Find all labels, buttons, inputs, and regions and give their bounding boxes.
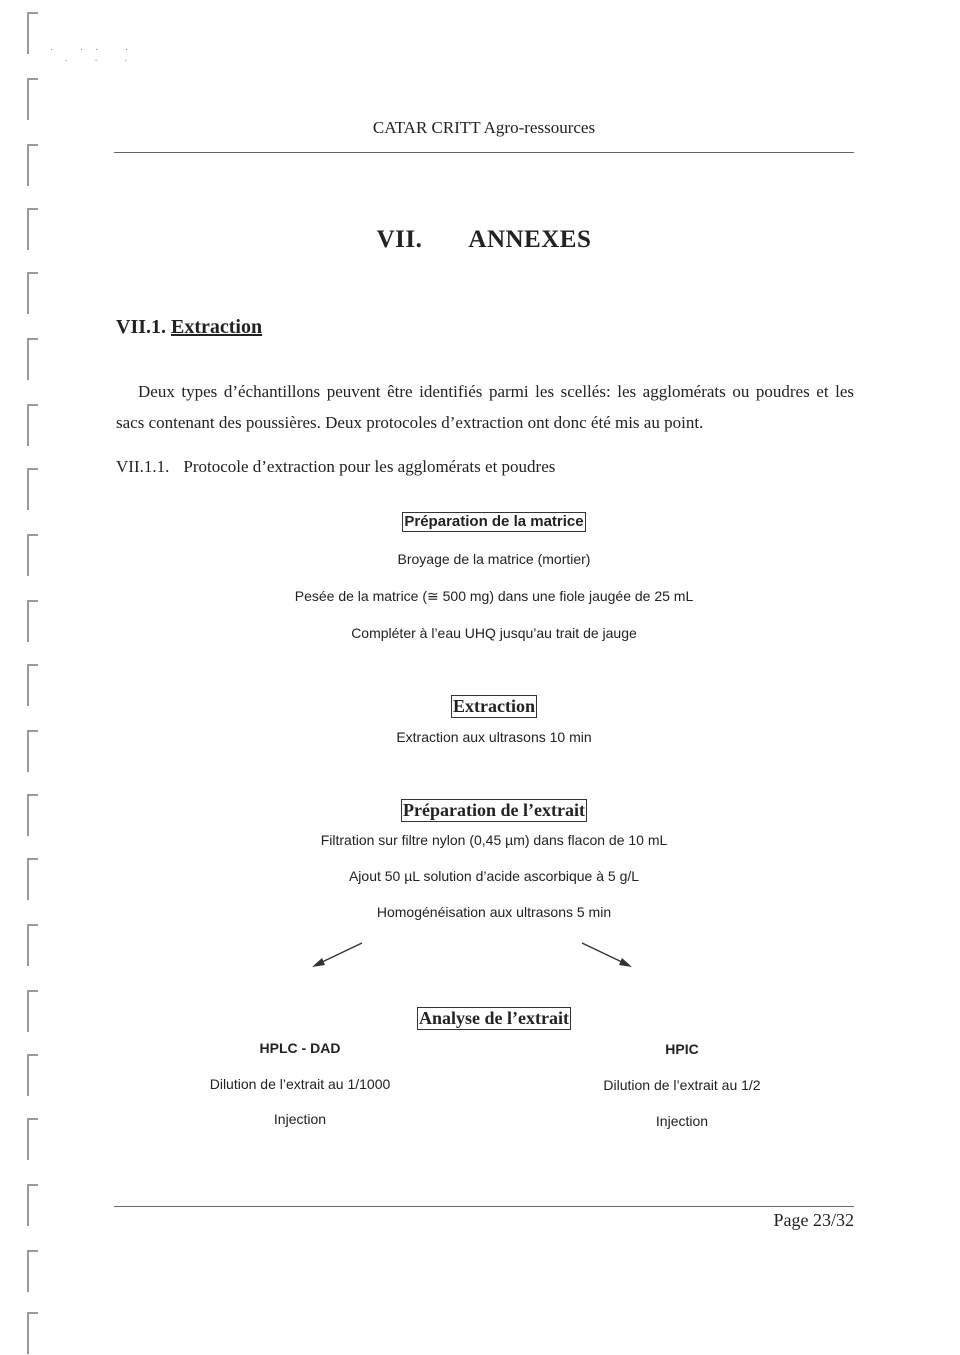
branch-arrows [300,935,650,975]
binder-mark [27,730,38,772]
right-branch-title: HPIC [665,1041,699,1057]
header-rule [114,152,854,153]
step-line: Homogénéisation aux ultrasons 5 min [376,904,612,920]
subsection-title: Protocole d’extraction pour les agglomérats et poudres [183,457,556,476]
step-analyse-title: Analyse de l’extrait [419,1008,569,1028]
arrow-left-icon [312,943,362,967]
binder-mark [27,1184,38,1226]
left-branch-title: HPLC - DAD [259,1040,341,1056]
chapter-number: VII. [376,226,423,253]
binder-mark [27,858,38,900]
intro-paragraph: Deux types d’échantillons peuvent être identifiés parmi les scellés: les agglomérats ou poudres et les sacs contenant des poussières. Deux protocoles d’extraction ont donc été mis au point. [116,382,854,432]
binder-mark [27,144,38,186]
step-analyse [114,1007,874,1030]
step-line: Ajout 50 µL solution d’acide ascorbique à 5 g/L [348,868,640,884]
chapter-text: ANNEXES [468,226,592,253]
step-extrait [114,799,874,822]
step-line: Pesée de la matrice (≅ 500 mg) dans une fiole jaugée de 25 mL [294,588,694,604]
right-branch-line: Dilution de l’extrait au 1/2 [603,1077,761,1093]
binder-mark [27,404,38,446]
step-matrice-title: Préparation de la matrice [404,513,584,530]
binder-mark [27,78,38,120]
step-line: Compléter à l’eau UHQ jusqu’au trait de jauge [351,625,637,641]
footer-rule [114,1206,854,1207]
step-matrice [114,512,874,532]
left-branch-line: Dilution de l’extrait au 1/1000 [209,1076,391,1092]
step-line: Filtration sur filtre nylon (0,45 µm) dans flacon de 10 mL [320,832,668,848]
binder-mark [27,272,38,314]
step-line: Extraction aux ultrasons 10 min [396,729,592,745]
section-number: VII.1. [116,316,167,338]
step-extraction [114,695,874,718]
binder-mark [27,534,38,576]
left-branch-line: Injection [273,1111,327,1127]
right-branch-line: Injection [655,1113,709,1129]
binder-mark [27,600,38,642]
page-number: Page 23/32 [773,1210,854,1230]
binder-mark [27,924,38,966]
page-header: CATAR CRITT Agro-ressources [372,118,596,137]
binder-mark [27,208,38,250]
binder-mark [27,338,38,380]
binder-mark [27,468,38,510]
step-extraction-title: Extraction [453,696,535,716]
step-line: Broyage de la matrice (mortier) [397,551,591,567]
subsection-heading [116,457,555,477]
binder-edge [0,0,60,1355]
chapter-title [114,226,854,254]
section-title: Extraction [171,316,263,338]
binder-mark [27,664,38,706]
binder-mark [27,12,38,54]
binder-mark [27,1250,38,1292]
step-extrait-title: Préparation de l’extrait [403,800,585,820]
arrow-right-icon [582,943,632,967]
binder-mark [27,1312,38,1354]
subsection-number: VII.1.1. [116,457,170,476]
section-heading [116,316,262,339]
binder-mark [27,1118,38,1160]
scan-specks: · ·· · · · · [50,45,141,67]
binder-mark [27,1054,38,1096]
binder-mark [27,794,38,836]
binder-mark [27,990,38,1032]
